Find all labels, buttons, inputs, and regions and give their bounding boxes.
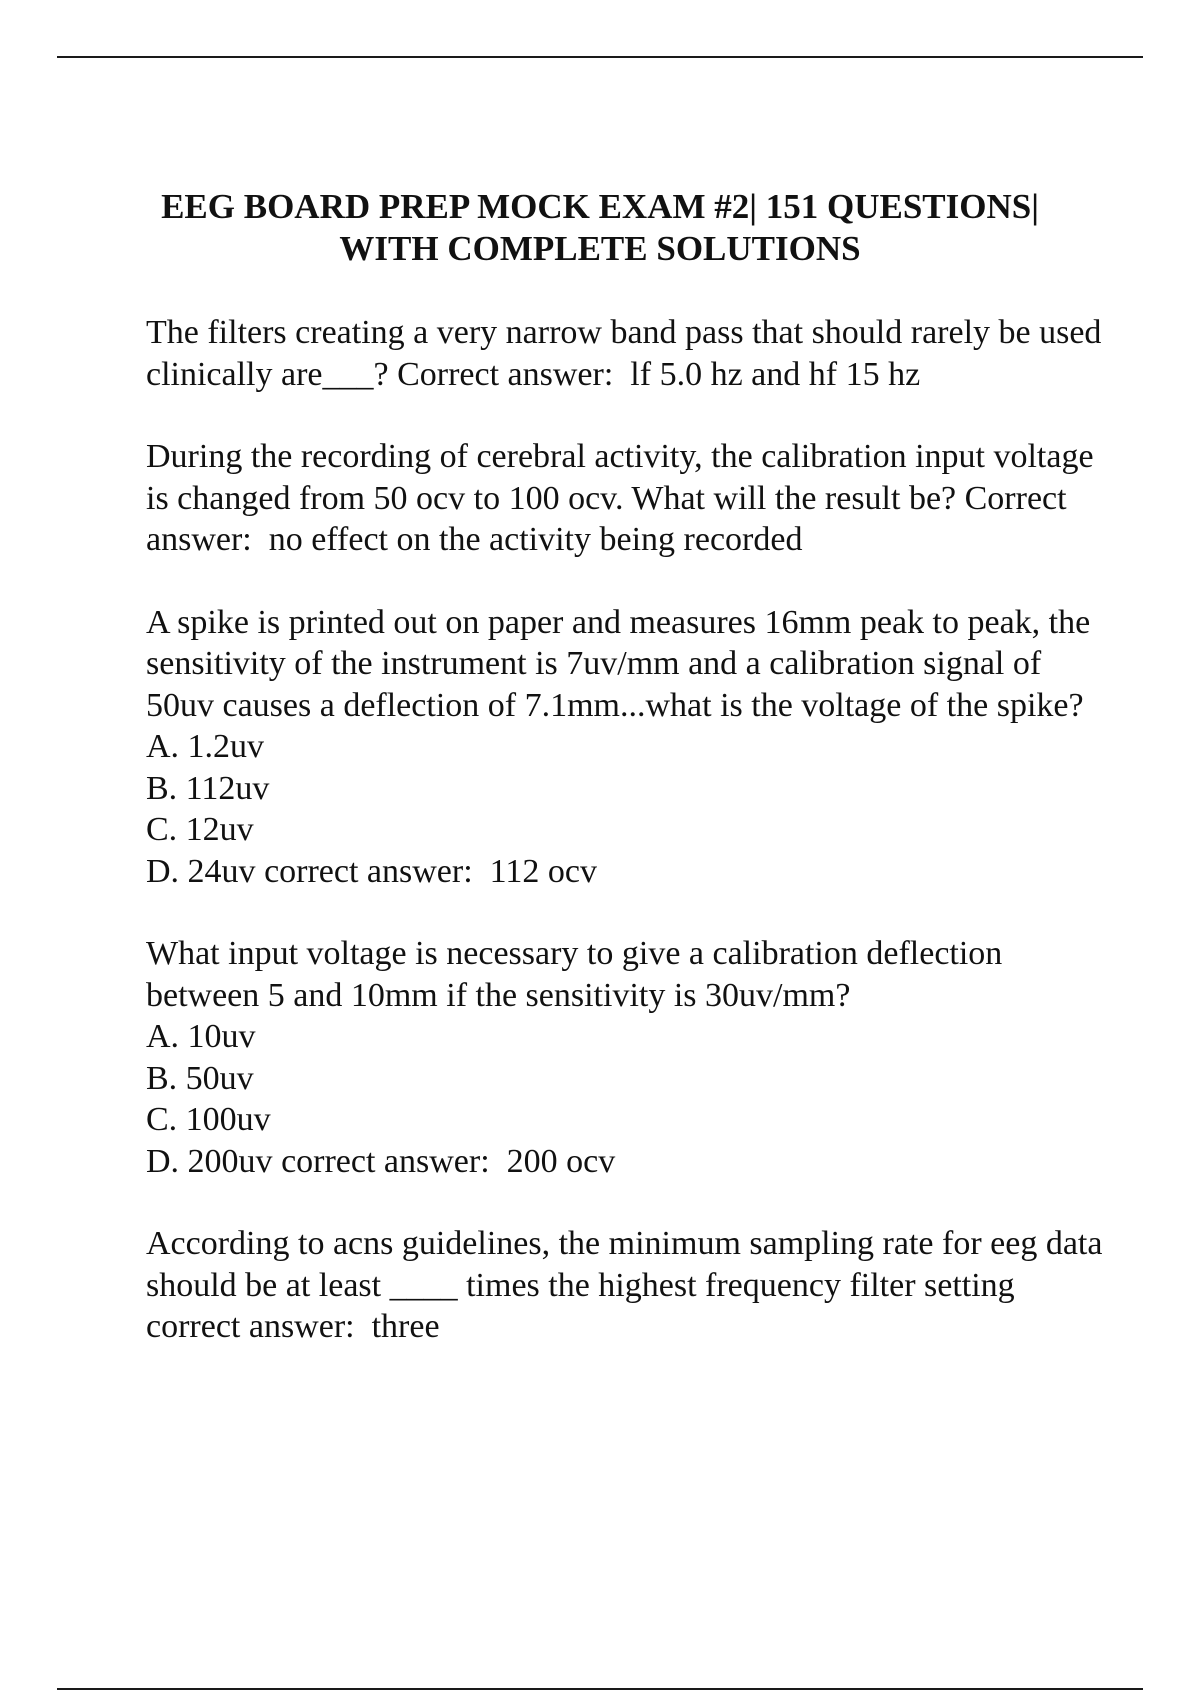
title-line-2: WITH COMPLETE SOLUTIONS xyxy=(339,229,861,268)
option-d: D. 200uv xyxy=(146,1142,273,1180)
page-title xyxy=(100,186,1100,270)
title-line-1: EEG BOARD PREP MOCK EXAM #2| 151 QUESTIONS| xyxy=(161,187,1039,226)
option-b: B. 112uv xyxy=(146,769,270,807)
option-a: A. 10uv xyxy=(146,1018,256,1055)
option-c: C. 100uv xyxy=(146,1101,271,1138)
option-a: A. 1.2uv xyxy=(146,728,265,765)
question-text: According to acns guidelines, the minimum sampling rate for eeg data should be at least ____ times the highest frequency filter setting xyxy=(146,1225,1111,1304)
answer-text: 200 ocv xyxy=(498,1142,616,1180)
question-text: What input voltage is necessary to give a calibration deflection between 5 and 10mm if the sensitivity is 30uv/mm? xyxy=(146,935,1011,1014)
answer-text: lf 5.0 hz and hf 15 hz xyxy=(621,355,921,393)
option-d-with-answer xyxy=(146,1141,1106,1183)
answer-text: 112 ocv xyxy=(481,852,598,890)
header-rule xyxy=(57,56,1143,58)
question-text: The filters creating a very narrow band pass that should rarely be used clinically are___? xyxy=(146,314,1110,393)
question-item-5 xyxy=(146,1223,1111,1348)
option-d-with-answer xyxy=(146,851,1106,893)
answer-text: three xyxy=(363,1308,440,1345)
question-item-3 xyxy=(146,602,1106,893)
answer-label: Correct answer: xyxy=(146,479,1076,558)
question-text: During the recording of cerebral activity, the calibration input voltage is changed from 50 ocv to 100 ocv. What will the result be? xyxy=(146,438,1103,517)
option-c: C. 12uv xyxy=(146,811,254,848)
answer-label: correct answer: xyxy=(255,852,482,890)
question-item-2 xyxy=(146,436,1106,561)
footer-rule xyxy=(57,1688,1143,1690)
question-item-1 xyxy=(146,312,1110,395)
question-list xyxy=(146,312,1111,1348)
answer-text: no effect on the activity being recorded xyxy=(260,521,803,558)
answer-label: correct answer: xyxy=(146,1266,1024,1345)
question-text: A spike is printed out on paper and measures 16mm peak to peak, the sensitivity of the instrument is 7uv/mm and a calibration signal of 50uv causes a deflection of 7.1mm...what is the voltage of the spike? xyxy=(146,603,1099,724)
option-d: D. 24uv xyxy=(146,852,256,890)
answer-label: Correct answer: xyxy=(388,355,622,393)
answer-label: correct answer: xyxy=(272,1142,499,1180)
question-item-4 xyxy=(146,933,1106,1182)
option-b: B. 50uv xyxy=(146,1059,254,1097)
